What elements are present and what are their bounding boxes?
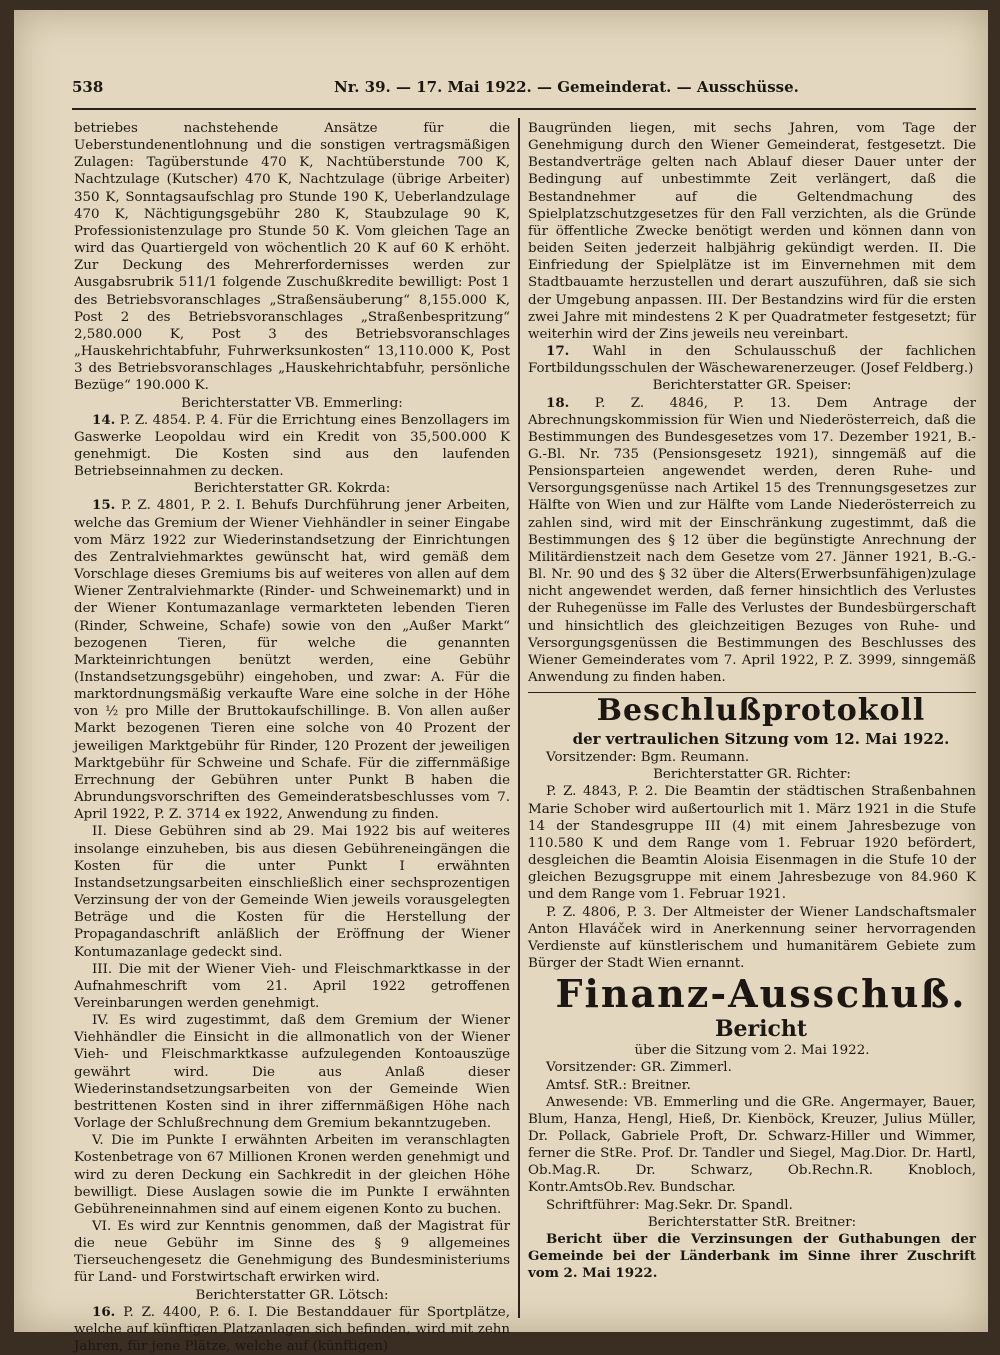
paragraph: betriebes nachstehende Ansätze für die Ueberstundenentlohnung und die sonstigen vertragsmäßigen Zulagen: Tagüberstunde 470 K, Nachtüberstunde 700 K, Nachtzulage (Kutscher) 470 K, Nachtzulage (übrige Arbeiter) 350 K, Sonntagsaufschlag pro Stunde 190 K, Ueberlandzulage 470 K, Nächtigungsgebühr 280 K, Staubzulage 90 K, Professionistenzulage pro Stunde 50 K. Vom gleichen Tage an wird das Quartiergeld von wöchentlich 20 K auf 60 K erhöht. Zur Deckung des Mehrerfordernisses werden zur Ausgabsrubrik 511/1 folgende Zuschußkredite bewilligt: Post 1 des Betriebsvoranschlages „Straßensäuberung“ 8,155.000 K, Post 2 des Betriebsvoranschlages „Straßenbespritzung“ 2,580.000 K, Post 3 des Betriebsvoranschlages „Hauskehrichtabfuhr, Fuhrwerksunkosten“ 13,110.000 K, Post 3 des Betriebsvoranschlages „Hauskehrichtabfuhr, persönliche Bezüge“ 190.000 K.: [74, 121, 510, 394]
left-column: [74, 120, 510, 1355]
item-number: 16.: [92, 1303, 116, 1320]
official-line: Amtsf. StR.: Breitner.: [546, 1077, 691, 1093]
item-text: P. Z. 4854. P. 4. Für die Errichtung eines Benzollagers im Gaswerke Leopoldau wird ein Kredit von 35,500.000 K genehmigt. Die Kosten sind aus den laufenden Betriebseinnahmen zu decken.: [74, 412, 510, 480]
paragraph: P. Z. 4806, P. 3. Der Altmeister der Wiener Landschaftsmaler Anton Hlaváček wird in Anerkennung seiner hervorragenden Verdienste auf künstlerischem und humanitärem Gebiete zum Bürger der Stadt Wien ernannt.: [528, 904, 976, 972]
session-line: über die Sitzung vom 2. Mai 1922.: [634, 1043, 870, 1059]
chair-line: Vorsitzender: Bgm. Reumann.: [546, 750, 750, 766]
reporter-line: Berichterstatter GR. Richter:: [653, 767, 851, 783]
item-number: 18.: [546, 394, 570, 411]
section-subtitle: der vertraulichen Sitzung vom 12. Mai 1922.: [572, 730, 950, 749]
chair-line: Vorsitzender: GR. Zimmerl.: [546, 1060, 732, 1076]
item-text: P. Z. 4400, P. 6. I. Die Bestanddauer für Sportplätze, welche auf künftigen Platzanlagen sich befinden, wird mit zehn Jahren, für jene Plätze, welche auf (künftigen): [74, 1304, 510, 1355]
item-number: 14.: [92, 411, 116, 428]
attendance-paragraph: Anwesende: VB. Emmerling und die GRe. Angermayer, Bauer, Blum, Hanza, Hengl, Hieß, Dr. Kienböck, Kreuzer, Julius Müller, Dr. Pollack, Gabriele Proft, Dr. Schwarz-Hiller und Wimmer, ferner die StRe. Prof. Dr. Tandler und Siegel, Mag.Dior. Dr. Hartl, Ob.Mag.R. Dr. Schwarz, Ob.Rechn.R. Knobloch, Kontr.AmtsOb.Rev. Bundschar.: [528, 1094, 976, 1196]
column-rule: [518, 118, 520, 1318]
committee-title: Finanz-Ausschuß.: [555, 971, 967, 1017]
reporter-line: Berichterstatter GR. Lötsch:: [195, 1287, 389, 1303]
paragraph: Bericht über die Verzinsungen der Guthabungen der Gemeinde bei der Länderbank im Sinne ihrer Zuschrift vom 2. Mai 1922.: [528, 1230, 976, 1282]
item-number: 15.: [92, 497, 116, 514]
item-text: Wahl in den Schulausschuß der fachlichen Fortbildungsschulen der Wäschewarenerzeuger. (Josef Feldberg.): [528, 344, 976, 377]
reporter-line: Berichterstatter VB. Emmerling:: [181, 395, 403, 411]
paragraph: P. Z. 4843, P. 2. Die Beamtin der städtischen Straßenbahnen Marie Schober wird außertourlich mit 1. März 1921 in die Stufe 14 der Standesgruppe III (4) mit einem Jahresbezuge von 110.580 K und dem Range vom 1. Februar 1920 befördert, desgleichen die Beamtin Aloisia Eisenmagen in die Stufe 10 der gleichen Bezugsgruppe mit einem Jahresbezuge von 84.960 K und dem Range vom 1. Februar 1921.: [528, 784, 976, 903]
paragraph: [528, 343, 976, 377]
paragraph: III. Die mit der Wiener Vieh- und Fleischmarktkasse in der Aufnahmeschrift vom 21. April 1922 getroffenen Vereinbarungen werden genehmigt.: [74, 961, 510, 1011]
paragraph: V. Die im Punkte I erwähnten Arbeiten im veranschlagten Kostenbetrage von 67 Millionen Kronen werden genehmigt und wird zu deren Deckung ein Sachkredit in der gleichen Höhe bewilligt. Diese Auslagen sowie die im Punkte I erwähnten Gebühreneinnahmen sind auf einem eigenen Konto zu buchen.: [74, 1133, 510, 1217]
reporter-line: Berichterstatter StR. Breitner:: [647, 1214, 857, 1230]
paragraph: Baugründen liegen, mit sechs Jahren, vom Tage der Genehmigung durch den Wiener Gemeinderat, festgesetzt. Die Bestandverträge gelten nach Ablauf dieser Dauer unter der Bedingung auf unbestimmte Zeit verlängert, daß die Bestandnehmer auf die Geltendmachung des Spielplatzschutzgesetzes für den Fall verzichten, als die Gründe für öffentliche Zwecke benötigt werden und können dann von beiden Seiten jederzeit halbjährig gekündigt werden. II. Die Einfriedung der Spielplätze ist im Einvernehmen mit dem Stadtbauamte herzustellen und derart auszuführen, daß sie sich der Umgebung anpassen. III. Der Bestandzins wird für die ersten zwei Jahre mit mindestens 2 K per Quadratmeter festgesetzt; für weiterhin wird der Zins jeweils neu vereinbart.: [528, 121, 976, 342]
item-number: 17.: [546, 343, 570, 360]
secretary-line: Schriftführer: Mag.Sekr. Dr. Spandl.: [546, 1197, 793, 1213]
paragraph: IV. Es wird zugestimmt, daß dem Gremium der Wiener Viehhändler die Einsicht in die allmonatlich von der Wiener Vieh- und Fleischmarktkasse aufzulegenden Kontoauszüge gewährt wird. Die aus Anlaß dieser Wiederinstandsetzungsarbeiten von der Gemeinde Wien bestrittenen Kosten sind in ihrer ziffernmäßigen Höhe nach Vorlage der Schlußrechnung dem Gremium bekanntzugeben.: [74, 1013, 510, 1132]
page-header: [72, 74, 932, 100]
paragraph: II. Diese Gebühren sind ab 29. Mai 1922 bis auf weiteres insolange einzuheben, bis aus diesen Gebühreneingängen die Kosten für die unter Punkt I erwähnten Instandsetzungsarbeiten einschließlich einer sechsprozentigen Verzinsung der von der Gemeinde Wien jeweils vorausgelegten Beträge und die Kosten für die Herstellung der Propagandaschrift anläßlich der Eröffnung der Wiener Kontumazanlage gedeckt sind.: [74, 824, 510, 960]
section-title: Beschlußprotokoll: [596, 693, 926, 729]
right-column: [528, 120, 976, 1320]
paragraph: [74, 497, 510, 823]
page-number: 538: [72, 78, 104, 96]
item-text: P. Z. 4846, P. 13. Dem Antrage der Abrechnungskommission für Wien und Niederösterreich, daß die Bestimmungen des Bundesgesetzes vom 17. Dezember 1921, B.-G.-Bl. Nr. 735 (Pensionsgesetz 1921), sinngemäß auf die Pensionsparteien angewendet werden, deren Ruhe- und Versorgungsgenüsse nach Artikel 15 des Trennungsgesetzes zur Hälfte von Wien und zur Hälfte vom Lande Niederösterreich zu zahlen sind, wird mit der Einschränkung zugestimmt, daß die Bestimmungen des § 12 über die begünstigte Anrechnung der Militärdienstzeit nach dem Gesetze vom 27. Jänner 1921, B.-G.-Bl. Nr. 90 und des § 32 über die Alters(Erwerbsunfähigen)zulage nicht angewendet werden, daß ferner hinsichtlich des Verlustes der Ruhegenüsse im Falle des Verlustes der Bundesbürgerschaft und hinsichtlich des gleichzeitigen Bezuges von Ruhe- und Versorgungsgenüssen die Bestimmungen des Beschlusses des Wiener Gemeinderates vom 7. April 1922, P. Z. 3999, sinngemäß Anwendung zu finden haben.: [528, 395, 976, 685]
paragraph: [74, 412, 510, 481]
running-head: Nr. 39. — 17. Mai 1922. — Gemeinderat. — Ausschüsse.: [334, 78, 799, 96]
report-heading: Bericht: [714, 1016, 808, 1043]
header-rule: [72, 108, 976, 110]
reporter-line: Berichterstatter GR. Speiser:: [652, 378, 852, 394]
paragraph: [74, 1304, 510, 1355]
reporter-line: Berichterstatter GR. Kokrda:: [193, 481, 391, 497]
item-text: P. Z. 4801, P. 2. I. Behufs Durchführung jener Arbeiten, welche das Gremium der Wiener Viehhändler in seiner Eingabe vom März 1922 zur Wiederinstandsetzung der Einrichtungen des Zentralviehmarktes gewünscht hat, wird gemäß dem Vorschlage dieses Gremiums bis auf weiteres von allen auf dem Wiener Zentralviehmarkte (Rinder- und Schweinemarkt) und in der Wiener Kontumazanlage vermarkteten lebenden Tieren (Rinder, Schweine, Schafe) sowie von den „Außer Markt“ bezogenen Tieren, für welche die genannten Markteinrichtungen benützt werden, eine Gebühr (Instandsetzungsgebühr) eingehoben, und zwar: A. Für die marktordnungsmäßig verkaufte Ware eine solche in der Höhe von ½ pro Mille der Bruttokaufschillinge. B. Von allen außer Markt bezogenen Tieren eine solche von 40 Prozent der jeweiligen Marktgebühr für Rinder, 120 Prozent der jeweiligen Marktgebühr für Schweine und Schafe. Für die ziffernmäßige Errechnung der Gebühren unter Punkt B haben die Abrundungsvorschriften des Gemeinderatsbeschlusses vom 7. April 1922, P. Z. 3714 ex 1922, Anwendung zu finden.: [74, 498, 510, 823]
paragraph: VI. Es wird zur Kenntnis genommen, daß der Magistrat für die neue Gebühr im Sinne des § 9 allgemeines Tierseuchengesetz die Genehmigung des Bundesministeriums für Land- und Forstwirtschaft erwirken wird.: [74, 1219, 510, 1286]
paragraph: [528, 395, 976, 687]
newspaper-page: [14, 10, 988, 1355]
